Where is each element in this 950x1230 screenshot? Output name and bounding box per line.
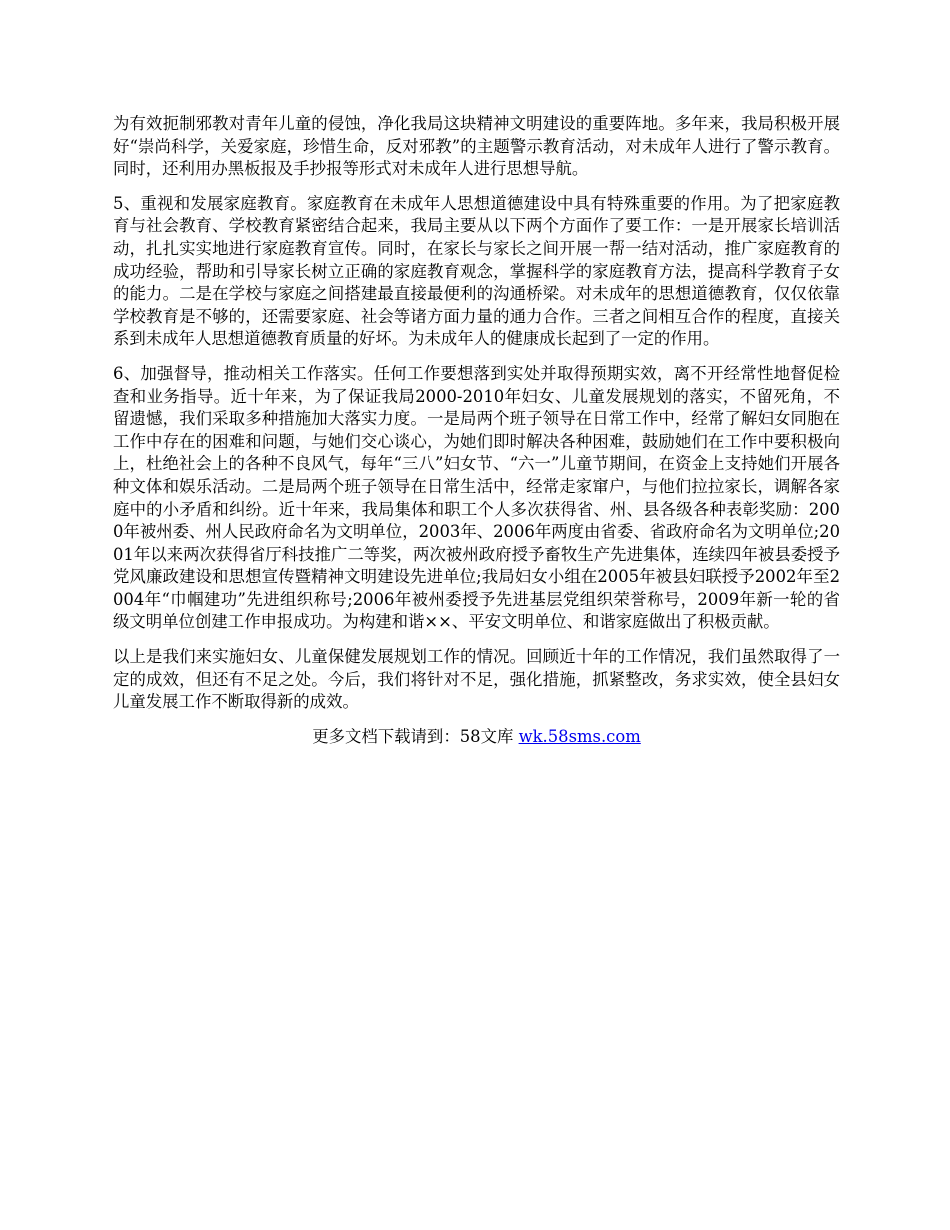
paragraph-anti-cult: 为有效扼制邪教对青年儿童的侵蚀，净化我局这块精神文明建设的重要阵地。多年来，我局积极开展好“崇尚科学，关爱家庭，珍惜生命，反对邪教”的主题警示教育活动，对未成年人进行了警示教育。同时，还利用办黑板报及手抄报等形式对未成年人进行思想导航。 [113,114,840,179]
download-footer [113,726,840,749]
paragraph-supervision: 6、加强督导，推动相关工作落实。任何工作要想落到实处并取得预期实效，离不开经常性地督促检查和业务指导。近十年来，为了保证我局2000-2010年妇女、儿童发展规划的落实，不留死角，不留遗憾，我们采取多种措施加大落实力度。一是局两个班子领导在日常工作中，经常了解妇女同胞在工作中存在的困难和问题，与她们交心谈心，为她们即时解决各种困难，鼓励她们在工作中要积极向上，杜绝社会上的各种不良风气，每年“三八”妇女节、“六一”儿童节期间，在资金上支持她们开展各种文体和娱乐活动。二是局两个班子领导在日常生活中，经常走家窜户，与他们拉拉家长，调解各家庭中的小矛盾和纠纷。近十年来，我局集体和职工个人多次获得省、州、县各级各种表彰奖励：2000年被州委、州人民政府命名为文明单位，2003年、2006年两度由省委、省政府命名为文明单位;2001年以来两次获得省厅科技推广二等奖，两次被州政府授予畜牧生产先进集体，连续四年被县委授予党风廉政建设和思想宣传暨精神文明建设先进单位;我局妇女小组在2005年被县妇联授予2002年至2004年“巾帼建功”先进组织称号;2006年被州委授予先进基层党组织荣誉称号，2009年新一轮的省级文明单位创建工作申报成功。为构建和谐××、平安文明单位、和谐家庭做出了积极贡献。 [113,363,840,632]
paragraph-family-education: 5、重视和发展家庭教育。家庭教育在未成年人思想道德建设中具有特殊重要的作用。为了把家庭教育与社会教育、学校教育紧密结合起来，我局主要从以下两个方面作了要工作：一是开展家长培训活动，扎扎实实地进行家庭教育宣传。同时，在家长与家长之间开展一帮一结对活动，推广家庭教育的成功经验，帮助和引导家长树立正确的家庭教育观念，掌握科学的家庭教育方法，提高科学教育子女的能力。二是在学校与家庭之间搭建最直接最便利的沟通桥梁。对未成年的思想道德教育，仅仅依靠学校教育是不够的，还需要家庭、社会等诸方面力量的通力合作。三者之间相互合作的程度，直接关系到未成年人思想道德教育质量的好坏。为未成年人的健康成长起到了一定的作用。 [113,193,840,349]
document-body [113,113,840,748]
footer-link[interactable]: wk.58sms.com [518,726,641,746]
footer-text: 更多文档下载请到：58文库 [312,726,519,746]
paragraph-summary: 以上是我们来实施妇女、儿童保健发展规划工作的情况。回顾近十年的工作情况，我们虽然取得了一定的成效，但还有不足之处。今后，我们将针对不足，强化措施，抓紧整改，务求实效，使全县妇女儿童发展工作不断取得新的成效。 [113,647,840,712]
